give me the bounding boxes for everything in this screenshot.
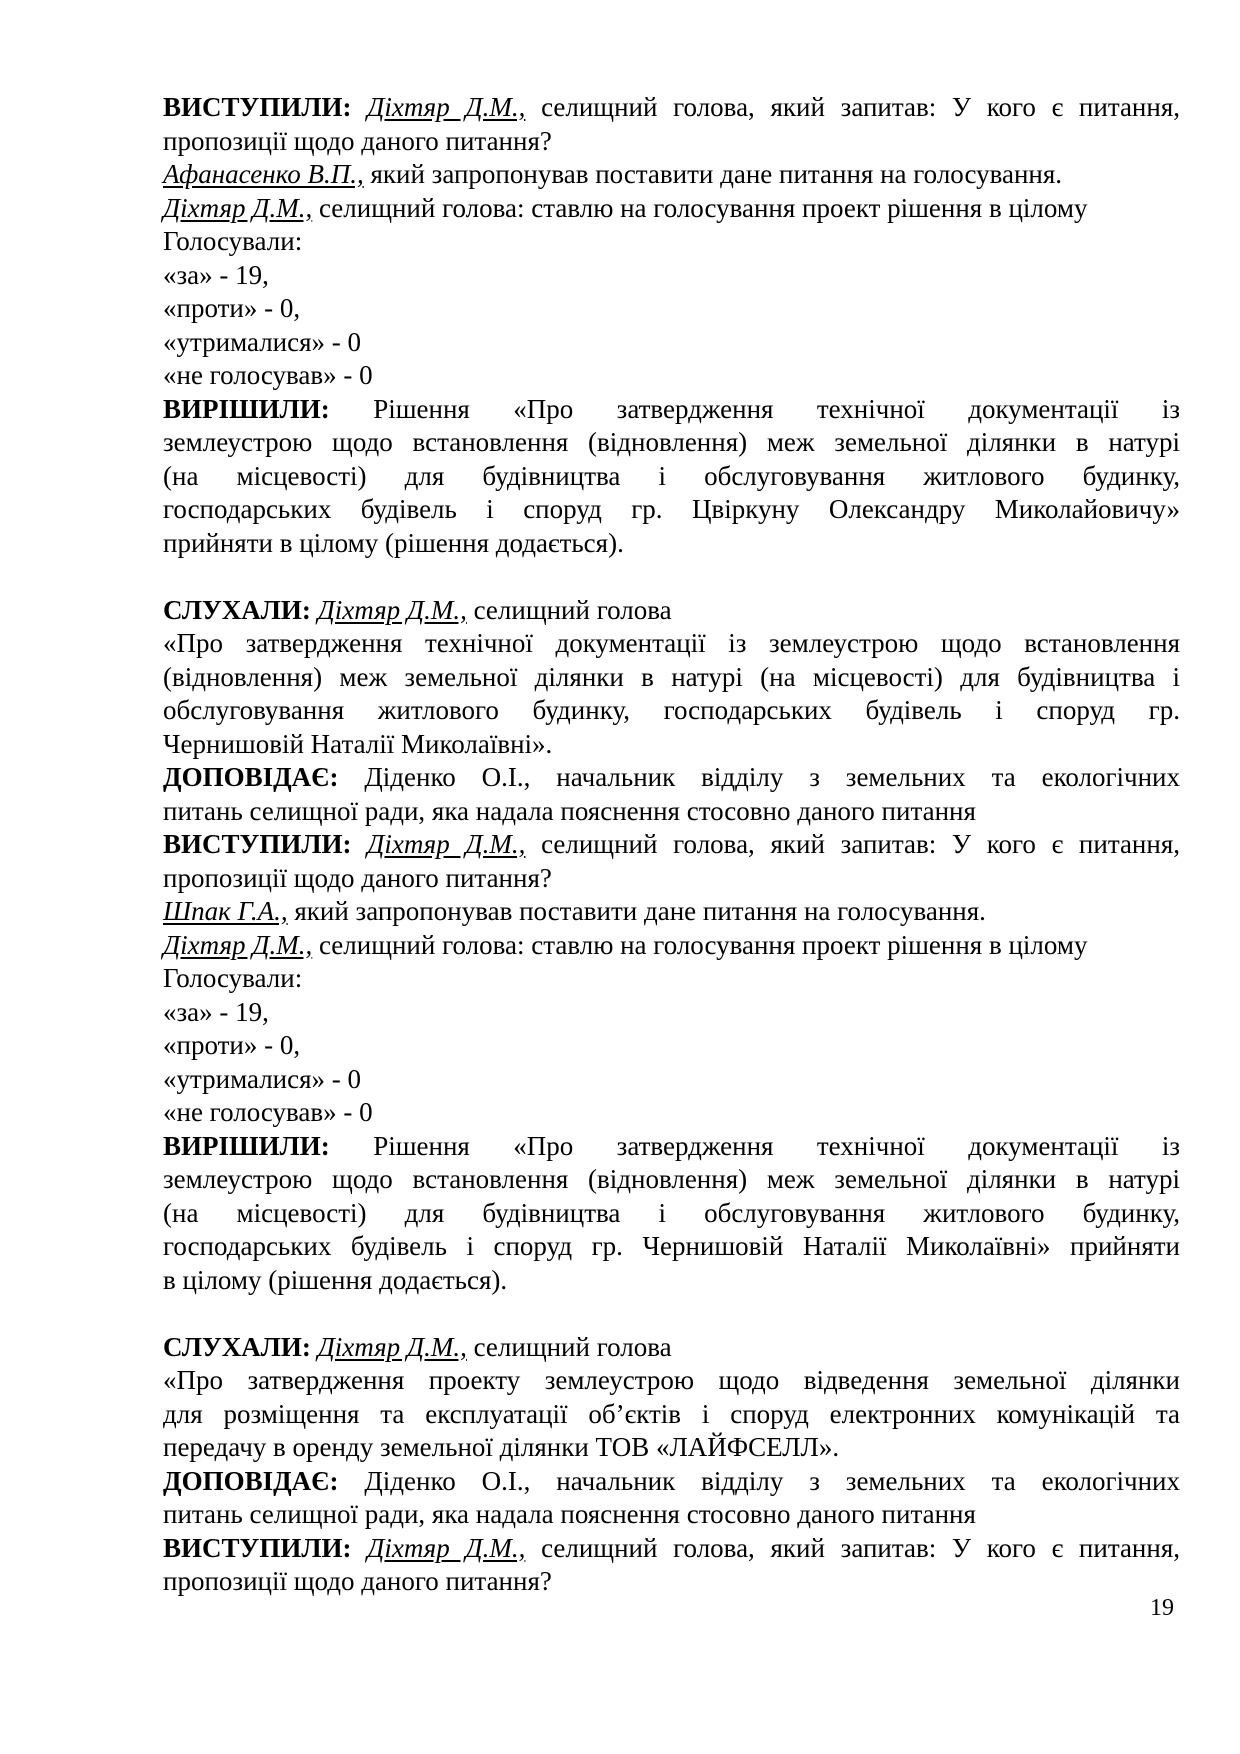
report-line: питань селищної ради, яка надала пояснення стосовно даного питання bbox=[163, 795, 976, 826]
decision-line: (на місцевості) для будівництва і обслуговування житлового будинку, bbox=[163, 460, 1180, 491]
speech-line: Діхтяр Д.М., селищний голова: ставлю на голосування проект рішення в цілому bbox=[163, 192, 1088, 223]
decision-line: ВИРІШИЛИ: Рішення «Про затвердження технічної документації із bbox=[163, 393, 1180, 424]
protocol-text bbox=[163, 91, 1180, 1599]
vote-for: «за» - 19, bbox=[163, 996, 269, 1027]
label-dopovidaie: ДОПОВІДАЄ: bbox=[163, 762, 339, 792]
report-line: ДОПОВІДАЄ: Діденко О.І., начальник відділу з земельних та екологічних bbox=[163, 762, 1180, 792]
speech-line: пропозиції щодо даного питання? bbox=[163, 1566, 552, 1596]
decision-line: в цілому (рішення додається). bbox=[163, 1264, 508, 1295]
speaker-name: Діхтяр Д.М., bbox=[317, 594, 467, 625]
agenda-title-line: «Про затвердження технічної документації із землеустрою щодо встановлення bbox=[163, 628, 1180, 658]
page-number: 19 bbox=[1150, 1595, 1174, 1621]
heard-line: СЛУХАЛИ: Діхтяр Д.М., селищний голова bbox=[163, 1331, 672, 1362]
decision-line: землеустрою щодо встановлення (відновлення) меж земельної ділянки в натурі bbox=[163, 427, 1180, 457]
decision-line: землеустрою щодо встановлення (відновлення) меж земельної ділянки в натурі bbox=[163, 1164, 1180, 1194]
vote-against: «проти» - 0, bbox=[163, 1030, 301, 1060]
speech-line: пропозиції щодо даного питання? bbox=[163, 862, 552, 893]
label-vystupyly: ВИСТУПИЛИ: bbox=[163, 1532, 352, 1563]
speaker-name: Діхтяр Д.М., bbox=[367, 92, 526, 122]
vote-heading: Голосували: bbox=[163, 963, 303, 993]
speaker-name: Діхтяр Д.М., bbox=[163, 929, 313, 960]
heard-line: СЛУХАЛИ: Діхтяр Д.М., селищний голова bbox=[163, 594, 672, 625]
speaker-name: Шпак Г.А., bbox=[163, 896, 288, 926]
report-line: ДОПОВІДАЄ: Діденко О.І., начальник відділу з земельних та екологічних bbox=[163, 1465, 1180, 1496]
agenda-title-line: «Про затвердження проекту землеустрою щодо відведення земельної ділянки bbox=[163, 1365, 1180, 1395]
speech-line: ВИСТУПИЛИ: Діхтяр Д.М., селищний голова, який запитав: У кого є питання, bbox=[163, 92, 1181, 122]
speaker-name: Діхтяр Д.М., bbox=[163, 192, 313, 223]
agenda-title-line: (відновлення) меж земельної ділянки в натурі (на місцевості) для будівництва і bbox=[163, 661, 1180, 692]
speech-line: Шпак Г.А., який запропонував поставити дане питання на голосування. bbox=[163, 896, 986, 926]
vote-abstained: «утрималися» - 0 bbox=[163, 326, 362, 357]
agenda-title-line: передачу в оренду земельної ділянки ТОВ «ЛАЙФСЕЛЛ». bbox=[163, 1432, 840, 1462]
decision-line: ВИРІШИЛИ: Рішення «Про затвердження технічної документації із bbox=[163, 1130, 1180, 1161]
vote-for: «за» - 19, bbox=[163, 259, 269, 290]
decision-line: господарських будівель і споруд гр. Цвіркуну Олександру Миколайовичу» bbox=[163, 494, 1180, 524]
report-line: питань селищної ради, яка надала пояснення стосовно даного питання bbox=[163, 1499, 976, 1529]
agenda-title-line: обслуговування житлового будинку, господарських будівель і споруд гр. bbox=[163, 695, 1180, 725]
vote-heading: Голосували: bbox=[163, 226, 303, 256]
decision-line: господарських будівель і споруд гр. Чернишовій Наталії Миколаївні» прийняти bbox=[163, 1231, 1180, 1261]
vote-against: «проти» - 0, bbox=[163, 293, 301, 323]
decision-line: прийняти в цілому (рішення додається). bbox=[163, 527, 624, 558]
speech-line: Афанасенко В.П., який запропонував поставити дане питання на голосування. bbox=[163, 159, 1063, 189]
speech-line: ВИСТУПИЛИ: Діхтяр Д.М., селищний голова, який запитав: У кого є питання, bbox=[163, 829, 1181, 859]
vote-not-voted: «не голосував» - 0 bbox=[163, 360, 373, 390]
speech-line: пропозиції щодо даного питання? bbox=[163, 125, 552, 156]
speaker-name: Діхтяр Д.М., bbox=[317, 1331, 467, 1362]
decision-line: (на місцевості) для будівництва і обслуговування житлового будинку, bbox=[163, 1197, 1180, 1228]
label-vystupyly: ВИСТУПИЛИ: bbox=[163, 829, 352, 859]
label-sluhaly: СЛУХАЛИ: bbox=[163, 1331, 311, 1362]
speech-line: Діхтяр Д.М., селищний голова: ставлю на голосування проект рішення в цілому bbox=[163, 929, 1088, 960]
label-dopovidaie: ДОПОВІДАЄ: bbox=[163, 1465, 339, 1496]
label-vystupyly: ВИСТУПИЛИ: bbox=[163, 92, 352, 122]
agenda-title-line: для розміщення та експлуатації об’єктів і споруд електронних комунікацій та bbox=[163, 1398, 1180, 1429]
label-vyrishyly: ВИРІШИЛИ: bbox=[163, 393, 330, 424]
label-vyrishyly: ВИРІШИЛИ: bbox=[163, 1130, 330, 1161]
speaker-name: Діхтяр Д.М., bbox=[367, 829, 526, 859]
speaker-name: Діхтяр Д.М., bbox=[367, 1532, 526, 1563]
speech-line: ВИСТУПИЛИ: Діхтяр Д.М., селищний голова, який запитав: У кого є питання, bbox=[163, 1532, 1181, 1563]
agenda-title-line: Чернишовій Наталії Миколаївні». bbox=[163, 728, 553, 759]
label-sluhaly: СЛУХАЛИ: bbox=[163, 594, 311, 625]
speaker-name: Афанасенко В.П., bbox=[163, 159, 364, 189]
vote-not-voted: «не голосував» - 0 bbox=[163, 1097, 373, 1127]
vote-abstained: «утрималися» - 0 bbox=[163, 1063, 362, 1094]
